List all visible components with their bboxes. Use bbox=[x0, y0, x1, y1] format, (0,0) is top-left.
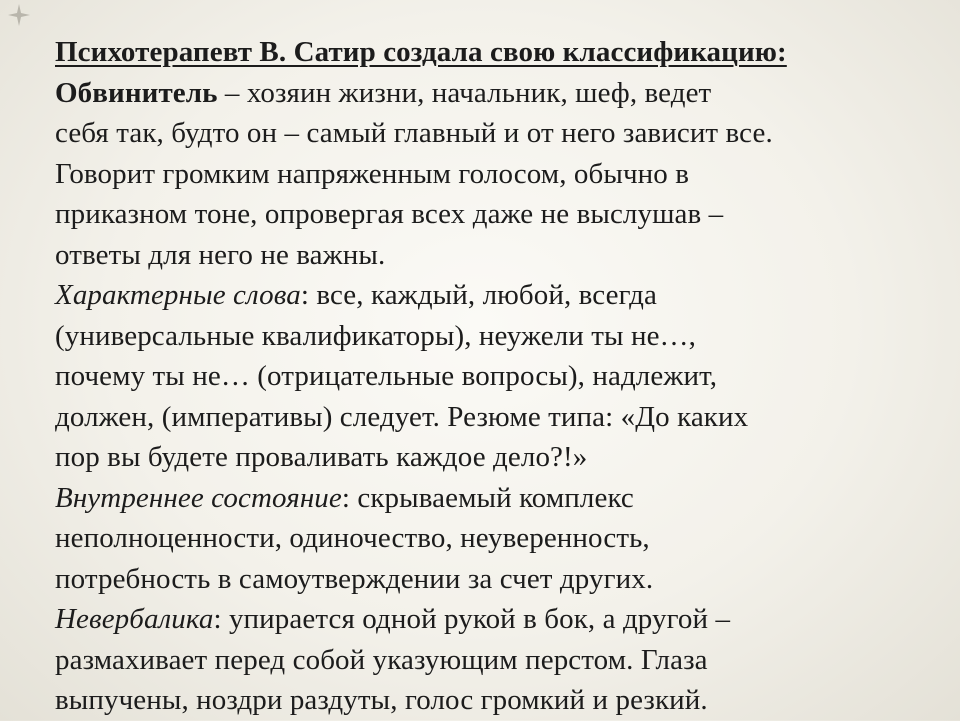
four-point-star-icon bbox=[8, 4, 30, 26]
term-nonverbal: Невербалика bbox=[55, 603, 214, 635]
term-inner-state: Внутреннее состояние bbox=[55, 481, 342, 514]
term-characteristic-words: Характерные слова bbox=[55, 279, 301, 311]
paragraph-accuser-line-3: Говорит громким напряженным голосом, обычно в bbox=[55, 157, 690, 190]
paragraph-accuser-line-2: себя так, будто он – самый главный и от него зависит все. bbox=[55, 117, 773, 149]
paragraph-nonverbal-line-2: размахивает перед собой указующим перстом. Глаза bbox=[55, 643, 708, 676]
paragraph-state-line-1: Внутреннее состояние: скрываемый комплекс bbox=[55, 481, 634, 514]
paragraph-accuser-line-4: приказном тоне, опровергая всех даже не выслушав – bbox=[55, 198, 724, 230]
paragraph-words-line-1: Характерные слова: все, каждый, любой, всегда bbox=[55, 279, 657, 311]
paragraph-nonverbal-line-1: Невербалика: упирается одной рукой в бок, а другой – bbox=[55, 603, 731, 635]
paragraph-state-line-3: потребность в самоутверждении за счет других. bbox=[55, 562, 654, 595]
paragraph-nonverbal-line-3: выпучены, ноздри раздуты, голос громкий и резкий. bbox=[55, 684, 708, 716]
paragraph-accuser-line-5: ответы для него не важны. bbox=[55, 238, 386, 271]
paragraph-words-line-4: должен, (императивы) следует. Резюме типа: «До каких bbox=[55, 400, 749, 433]
paragraph-state-line-2: неполноценности, одиночество, неуверенность, bbox=[55, 522, 650, 554]
paragraph-words-line-2: (универсальные квалификаторы), неужели ты не…, bbox=[55, 319, 696, 352]
slide-title: Психотерапевт В. Сатир создала свою классификацию: bbox=[55, 36, 787, 68]
paragraph-words-line-5: пор вы будете проваливать каждое дело?!» bbox=[55, 441, 588, 473]
slide-content bbox=[55, 32, 925, 721]
term-accuser: Обвинитель bbox=[55, 76, 218, 109]
paragraph-accuser-line-1: Обвинитель – хозяин жизни, начальник, шеф, ведет bbox=[55, 76, 712, 109]
paragraph-words-line-3: почему ты не… (отрицательные вопросы), надлежит, bbox=[55, 360, 718, 392]
